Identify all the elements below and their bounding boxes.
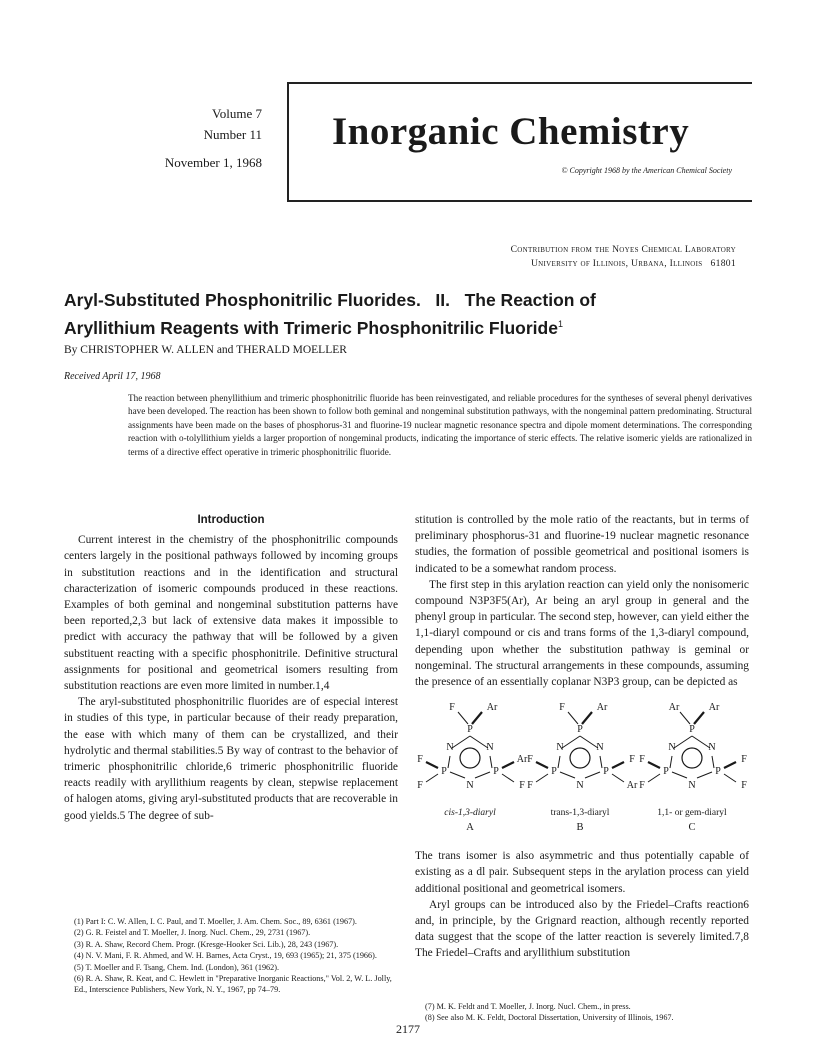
substituent-atom: F [519, 780, 525, 792]
substituent-bond [724, 762, 736, 768]
article-title-line-2 [64, 312, 754, 340]
footnote-6: (6) R. A. Shaw, R. Keat, and C. Hewlett in "Preparative Inorganic Reactions," Vol. 2, W. L. Jolly, Ed., Interscience Publishers, New York, N. Y., 1967, pp 74–79. [74, 974, 392, 995]
nitrogen-atom: N [668, 742, 676, 754]
ring-bond [670, 756, 672, 768]
right-paragraph-2: The first step in this arylation reaction can yield only the nonisomeric compound N3P3F5(Ar), Ar being an aryl group in general and the phenyl group in particular. The second step, however, can yield either the 1,1-diaryl compound or cis and trans forms of the 1,3-diaryl compound, depending upon whether the substitution pathway is geminal or nongeminal. The structural arrangements in these compounds, assuming the presence of an essentially coplanar N3P3 group, can be depicted as [415, 578, 749, 689]
nitrogen-atom: N [556, 742, 564, 754]
structure-letter-c: C [688, 822, 696, 834]
article-title-line-1: Aryl-Substituted Phosphonitrilic Fluorides. II. The Reaction of [64, 290, 596, 310]
article-title-footnote-ref[interactable]: 1 [557, 319, 563, 329]
phosphorus-atom: P [493, 766, 499, 778]
ring-bond [448, 756, 450, 768]
received-date: Received April 17, 1968 [64, 371, 161, 382]
structure-letter-b: B [576, 822, 584, 834]
right-footnotes [415, 1001, 749, 1024]
structure-letter-a: A [466, 822, 474, 834]
ring-bond [600, 756, 602, 768]
substituent-atom: F [527, 780, 533, 792]
ring-bond [585, 772, 600, 778]
footnote-2: (2) G. R. Feistel and T. Moeller, J. Inorg. Nucl. Chem., 29, 2731 (1967). [74, 928, 311, 938]
journal-title: Inorganic Chemistry [332, 110, 690, 153]
footnote-4: (4) N. V. Mani, F. R. Ahmed, and W. H. Barnes, Acta Cryst., 19, 693 (1965); 21, 375 (1966). [74, 951, 377, 961]
structure-label-b: trans-1,3-diaryl [550, 808, 610, 819]
nitrogen-atom: N [576, 780, 584, 792]
substituent-bond [536, 774, 548, 782]
substituent-atom: F [629, 754, 635, 766]
article-title [64, 288, 754, 340]
substituent-atom: Ar [596, 702, 608, 714]
phosphorus-atom: P [551, 766, 557, 778]
ring-bond [475, 772, 490, 778]
ring-bond [470, 736, 488, 748]
intro-paragraph-1: Current interest in the chemistry of the phosphonitrilic compounds centers largely in the positional pathways followed by incoming groups in substitution reactions and in the identification and structural characterization of isomeric compounds produced in these reactions. Examples of both geminal and nongeminal substitution patterns have been reported,2,3 but lack of extensive data makes it impossible to predict with accuracy the pathway that will be followed by a given substituent reacting with a specific phosphonitrile. Definitive structural assignments for positional and geometrical isomers resulting from substitution reactions are even more limited in number.1,4 [64, 534, 398, 693]
ring-bond [562, 736, 580, 748]
right-paragraph-1: stitution is controlled by the mole ratio of the reactants, but in terms of preliminary phosphorus-31 and fluorine-19 nuclear magnetic resonance studies, the formation of possible geometrical and positional isomers is indicated to be a somewhat random process. [415, 514, 749, 575]
footnote-8: (8) See also M. K. Feldt, Doctoral Dissertation, University of Illinois, 1967. [425, 1013, 674, 1023]
structure-label-c: 1,1- or gem-diaryl [657, 808, 727, 819]
ring-bond [697, 772, 712, 778]
footnote-7: (7) M. K. Feldt and T. Moeller, J. Inorg. Nucl. Chem., in press. [425, 1002, 631, 1011]
substituent-atom: Ar [668, 702, 680, 714]
substituent-atom: F [559, 702, 565, 714]
ring-bond [450, 772, 465, 778]
right-paragraph-4: Aryl groups can be introduced also by the Friedel–Crafts reaction6 and, in principle, by the Grignard reaction, although recently reported data suggest that the scope of the latter reaction is severely limited.7,8 The Friedel–Crafts and aryllithium substitution [415, 898, 749, 960]
right-paragraph-3: The trans isomer is also asymmetric and thus potentially capable of existing as a dl pair. Subsequent steps in the arylation process can yield additional positional and geometrical isomers. [415, 850, 749, 895]
substituent-bond [426, 774, 438, 782]
substituent-atom: F [741, 780, 747, 792]
substituent-bond [724, 774, 736, 782]
left-column [64, 512, 398, 824]
nitrogen-atom: N [688, 780, 696, 792]
substituent-atom: Ar [486, 702, 498, 714]
number-label: Number 11 [203, 127, 262, 142]
contribution-line-2: University of Illinois, Urbana, Illinois 61801 [530, 258, 736, 269]
phosphorus-atom: P [467, 724, 473, 736]
footnote-3: (3) R. A. Shaw, Record Chem. Progr. (Kresge-Hooker Sci. Lib.), 28, 243 (1967). [74, 939, 339, 949]
abstract: The reaction between phenyllithium and trimeric phosphonitrilic fluoride has been reinvestigated, and reliable procedures for the syntheses of several phenyl derivatives have been developed. The reaction has been shown to follow both geminal and nongeminal substitution pathways, with the nongeminal pattern predominating. Structural assignments have been made on the bases of phosphorus-31 and fluorine-19 nuclear magnetic resonance spectra and dipole moment determinations. The corresponding reaction with o-tolyllithium yields a larger proportion of nongeminal products, indicating the importance of steric effects. The relative isomeric yields are rationalized in terms of a directive effect operative in trimeric phosphonitrilic fluoride. [128, 393, 752, 457]
substituent-bond [502, 774, 514, 782]
right-column [415, 512, 749, 962]
left-footnotes [64, 916, 398, 996]
masthead-issue-info [100, 103, 262, 173]
substituent-atom: Ar [708, 702, 720, 714]
copyright-notice: © Copyright 1968 by the American Chemical Society [561, 166, 732, 175]
substituent-bond [694, 712, 704, 724]
substituent-bond [568, 712, 578, 724]
ring-aromatic-circle [682, 748, 702, 768]
substituent-bond [458, 712, 468, 724]
section-heading-introduction: Introduction [197, 514, 265, 526]
phosphorus-atom: P [603, 766, 609, 778]
substituent-bond [680, 712, 690, 724]
ring-bond [580, 736, 598, 748]
substituent-atom: F [417, 754, 423, 766]
structure-label-a: cis-1,3-diaryl [444, 808, 496, 819]
ring-bond [692, 736, 710, 748]
issue-date: November 1, 1968 [164, 155, 262, 170]
phosphorus-atom: P [663, 766, 669, 778]
contribution-line-1: Contribution from the Noyes Chemical Laboratory [510, 244, 736, 255]
nitrogen-atom: N [596, 742, 604, 754]
substituent-atom: F [741, 754, 747, 766]
substituent-atom: F [639, 754, 645, 766]
ring-bond [490, 756, 492, 768]
substituent-atom: F [417, 780, 423, 792]
article-title-text-2: Aryllithium Reagents with Trimeric Phosphonitrilic Fluoride [64, 317, 558, 338]
substituent-atom: F [527, 754, 533, 766]
volume-label: Volume 7 [212, 106, 262, 121]
substituent-bond [582, 712, 592, 724]
ring-aromatic-circle [570, 748, 590, 768]
phosphorus-atom: P [577, 724, 583, 736]
ring-bond [712, 756, 714, 768]
substituent-bond [648, 774, 660, 782]
footnote-1: (1) Part I: C. W. Allen, I. C. Paul, and T. Moeller, J. Am. Chem. Soc., 89, 6361 (1967). [74, 917, 357, 926]
nitrogen-atom: N [708, 742, 716, 754]
ring-bond [672, 772, 687, 778]
authors: By CHRISTOPHER W. ALLEN and THERALD MOELLER [64, 344, 347, 356]
footnote-5: (5) T. Moeller and F. Tsang, Chem. Ind. (London), 361 (1962). [74, 962, 280, 972]
intro-paragraph-2: The aryl-substituted phosphonitrilic fluorides are of especial interest in studies of this type, in particular because of their ready preparation, the ease with which many of them can be crystallized, and their hydrolytic and thermal stabilities.5 By way of contrast to the behavior of trimeric phosphonitrilic chloride,6 trimeric phosphonitrilic fluoride reacts readily with aryllithium reagents by clean, stepwise replacement of halogen atoms, giving aryl-substituted products that are recoverable in good yields.5 The degree of sub- [64, 696, 398, 822]
ring-bond [674, 736, 692, 748]
phosphorus-atom: P [715, 766, 721, 778]
substituent-bond [612, 774, 624, 782]
substituent-bond [536, 762, 548, 768]
phosphorus-atom: P [441, 766, 447, 778]
phosphorus-atom: P [689, 724, 695, 736]
ring-bond [558, 756, 560, 768]
isomer-structures-figure [415, 692, 749, 846]
page-number: 2177 [396, 1022, 420, 1036]
nitrogen-atom: N [486, 742, 494, 754]
substituent-atom: Ar [626, 780, 638, 792]
substituent-bond [648, 762, 660, 768]
ring-bond [452, 736, 470, 748]
substituent-bond [472, 712, 482, 724]
substituent-bond [502, 762, 514, 768]
substituent-bond [612, 762, 624, 768]
substituent-atom: F [639, 780, 645, 792]
substituent-atom: Ar [516, 754, 528, 766]
ring-aromatic-circle [460, 748, 480, 768]
substituent-atom: F [449, 702, 455, 714]
ring-bond [560, 772, 575, 778]
substituent-bond [426, 762, 438, 768]
nitrogen-atom: N [446, 742, 454, 754]
contribution-affiliation [511, 243, 736, 271]
nitrogen-atom: N [466, 780, 474, 792]
